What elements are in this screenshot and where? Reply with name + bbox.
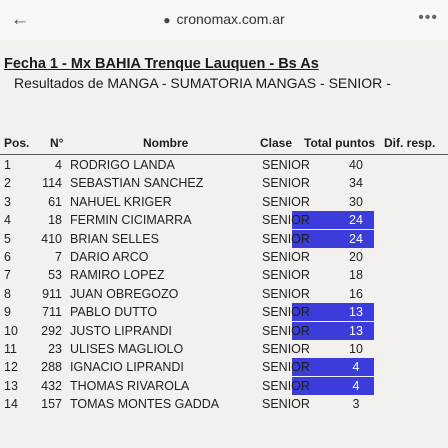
- cell-total: 24: [349, 213, 363, 228]
- table-row: [0, 248, 448, 266]
- cell-pos: 10: [4, 323, 18, 338]
- cell-num: 23: [48, 342, 62, 356]
- cell-pos: 4: [4, 213, 11, 228]
- cell-num: 157: [41, 397, 62, 412]
- header-name: Nombre: [143, 136, 189, 150]
- header-pos: Pos.: [4, 136, 30, 150]
- table-row: [0, 322, 448, 340]
- cell-num: 4: [55, 158, 62, 172]
- cell-total: 13: [349, 305, 363, 320]
- location-pin-icon: ●: [163, 13, 171, 27]
- cell-total: 13: [349, 323, 363, 338]
- cell-num: 288: [41, 360, 62, 375]
- cell-name: BRIAN SELLES: [70, 231, 159, 246]
- cell-total: 20: [349, 250, 363, 264]
- table-row: [0, 230, 448, 248]
- header-num: N°: [50, 136, 64, 150]
- table-header: [0, 136, 448, 154]
- page-title: [0, 56, 448, 72]
- cell-pos: 12: [4, 360, 18, 375]
- cell-clase: SENIOR: [262, 305, 310, 320]
- cell-name: JUSTO LIPRANDI: [70, 323, 172, 338]
- header-divider: [0, 154, 448, 155]
- cell-clase: SENIOR: [262, 378, 310, 393]
- cell-num: 18: [48, 213, 62, 228]
- cell-name: PABLO DUTTO: [70, 305, 158, 320]
- cell-num: 53: [48, 268, 62, 283]
- cell-pos: 13: [4, 378, 18, 393]
- cell-clase: SENIOR: [262, 231, 310, 246]
- cell-num: 61: [48, 194, 62, 209]
- cell-name: DARIO ARCO: [70, 250, 149, 264]
- cell-num: 292: [41, 323, 62, 338]
- cell-num: 114: [42, 176, 62, 191]
- cell-name: IGNACIO LIPRANDI: [70, 360, 184, 375]
- cell-total: 4: [352, 360, 360, 375]
- table-row: [0, 303, 448, 321]
- cell-clase: SENIOR: [262, 268, 310, 283]
- cell-num: 911: [42, 286, 62, 301]
- title-prefix: Fecha 1 -: [4, 56, 71, 72]
- cell-pos: 6: [4, 250, 11, 264]
- cell-name: NAHUEL KRIGER: [70, 194, 172, 209]
- cell-clase: SENIOR: [262, 286, 310, 301]
- results-document: [0, 40, 448, 448]
- title-event: Mx BAHIA Trenque Lauquen - Bs As: [70, 56, 319, 72]
- cell-clase: SENIOR: [262, 158, 310, 172]
- cell-pos: 14: [4, 397, 18, 412]
- table-row: [0, 211, 448, 229]
- back-arrow-icon[interactable]: ←: [10, 9, 30, 30]
- cell-num: 7: [55, 250, 62, 264]
- cell-name: ULISES MAGLIOLO: [70, 342, 184, 356]
- more-dots-icon[interactable]: •••: [418, 9, 438, 26]
- header-total: Total puntos: [304, 136, 376, 150]
- table-row: [0, 174, 448, 192]
- url-text: cronomax.com.ar: [176, 11, 285, 27]
- cell-num: 711: [42, 305, 62, 320]
- cell-pos: 3: [4, 194, 11, 209]
- cell-num: 432: [41, 378, 62, 393]
- cell-total: 4: [352, 378, 360, 393]
- cell-pos: 1: [4, 158, 11, 172]
- cell-pos: 9: [4, 305, 11, 320]
- cell-clase: SENIOR: [262, 397, 310, 412]
- table-row: [0, 285, 448, 303]
- cell-total: 3: [352, 397, 360, 412]
- table-row: [0, 340, 448, 358]
- cell-total: 10: [349, 342, 363, 356]
- cell-pos: 5: [4, 231, 11, 246]
- header-dif: Dif. resp.: [384, 136, 436, 150]
- cell-total: 18: [349, 268, 363, 283]
- cell-clase: SENIOR: [262, 213, 310, 228]
- cell-clase: SENIOR: [262, 323, 310, 338]
- table-row: [0, 358, 448, 376]
- cell-pos: 7: [4, 268, 11, 283]
- cell-name: RODRIGO LANDA: [70, 158, 175, 172]
- cell-pos: 2: [4, 176, 11, 191]
- cell-clase: SENIOR: [262, 176, 310, 191]
- cell-name: RAMIRO LOPEZ: [70, 268, 165, 283]
- table-row: [0, 156, 448, 174]
- cell-pos: 8: [4, 286, 11, 301]
- address-bar[interactable]: [0, 11, 448, 27]
- cell-name: TOMAS MONTES GADDA: [70, 397, 220, 412]
- cell-total: 30: [349, 194, 363, 209]
- cell-name: JUAN OBREGOZO: [70, 286, 179, 301]
- table-row: [0, 266, 448, 284]
- header-clase: Clase: [260, 136, 293, 150]
- table-row: [0, 395, 448, 413]
- cell-clase: SENIOR: [262, 250, 310, 264]
- table-row: [0, 377, 448, 395]
- cell-pos: 11: [4, 342, 17, 356]
- table-row: [0, 193, 448, 211]
- cell-total: 34: [349, 176, 363, 191]
- cell-num: 410: [41, 231, 62, 246]
- cell-total: 16: [349, 286, 363, 301]
- cell-name: SEBASTIAN SANCHEZ: [70, 176, 204, 191]
- cell-total: 24: [349, 231, 363, 246]
- cell-clase: SENIOR: [262, 194, 310, 209]
- cell-name: THOMAS RIVAROLA: [70, 378, 190, 393]
- cell-clase: SENIOR: [262, 360, 310, 375]
- browser-toolbar: [0, 0, 448, 41]
- page-subtitle: Resultados de MANGA - SUMATORIA MANGAS - SENIOR -: [14, 75, 391, 91]
- cell-total: 40: [349, 158, 363, 172]
- cell-clase: SENIOR: [262, 342, 310, 356]
- cell-name: FERMIN CICIMARRA: [70, 213, 192, 228]
